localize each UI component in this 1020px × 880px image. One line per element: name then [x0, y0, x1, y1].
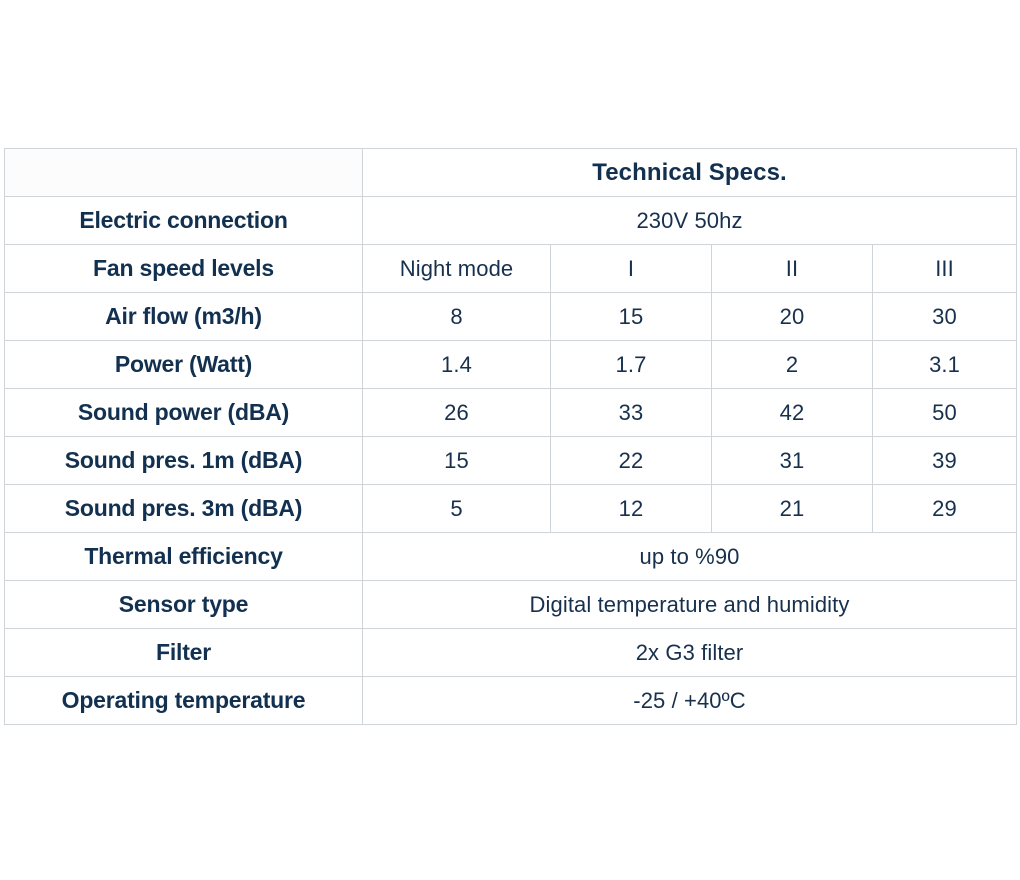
row-value: 30 [873, 293, 1017, 341]
table-row [5, 293, 1017, 341]
row-label: Filter [5, 629, 363, 677]
row-value: 21 [712, 485, 873, 533]
table-row [5, 437, 1017, 485]
row-value: up to %90 [363, 533, 1017, 581]
row-label: Electric connection [5, 197, 363, 245]
table-header-title: Technical Specs. [363, 149, 1017, 197]
table-row [5, 197, 1017, 245]
row-label: Operating temperature [5, 677, 363, 725]
row-value: 15 [551, 293, 712, 341]
table-body [5, 149, 1017, 725]
row-label: Sound pres. 3m (dBA) [5, 485, 363, 533]
row-value: 15 [363, 437, 551, 485]
row-value: Night mode [363, 245, 551, 293]
row-value: 26 [363, 389, 551, 437]
technical-specs-table [4, 148, 1017, 725]
row-value: 29 [873, 485, 1017, 533]
row-value: III [873, 245, 1017, 293]
table-header-row [5, 149, 1017, 197]
row-value: 1.4 [363, 341, 551, 389]
row-value: 3.1 [873, 341, 1017, 389]
table-row [5, 245, 1017, 293]
row-value: 8 [363, 293, 551, 341]
row-label: Sound power (dBA) [5, 389, 363, 437]
table-row [5, 485, 1017, 533]
table-corner-cell [5, 149, 363, 197]
row-label: Power (Watt) [5, 341, 363, 389]
row-value: 2 [712, 341, 873, 389]
row-value: 42 [712, 389, 873, 437]
table-row [5, 389, 1017, 437]
row-label: Sound pres. 1m (dBA) [5, 437, 363, 485]
row-value: Digital temperature and humidity [363, 581, 1017, 629]
row-value: 12 [551, 485, 712, 533]
row-value: -25 / +40ºC [363, 677, 1017, 725]
table-row [5, 629, 1017, 677]
row-value: 2x G3 filter [363, 629, 1017, 677]
row-label: Fan speed levels [5, 245, 363, 293]
row-label: Sensor type [5, 581, 363, 629]
row-value: 1.7 [551, 341, 712, 389]
row-value: 50 [873, 389, 1017, 437]
row-value: 22 [551, 437, 712, 485]
table-row [5, 581, 1017, 629]
table-row [5, 677, 1017, 725]
row-value: II [712, 245, 873, 293]
row-label: Air flow (m3/h) [5, 293, 363, 341]
row-value: 20 [712, 293, 873, 341]
table-row [5, 341, 1017, 389]
row-value: 39 [873, 437, 1017, 485]
row-value: 230V 50hz [363, 197, 1017, 245]
row-value: 5 [363, 485, 551, 533]
row-value: 31 [712, 437, 873, 485]
technical-specs-table-container [4, 148, 1016, 725]
row-label: Thermal efficiency [5, 533, 363, 581]
row-value: I [551, 245, 712, 293]
row-value: 33 [551, 389, 712, 437]
table-row [5, 533, 1017, 581]
